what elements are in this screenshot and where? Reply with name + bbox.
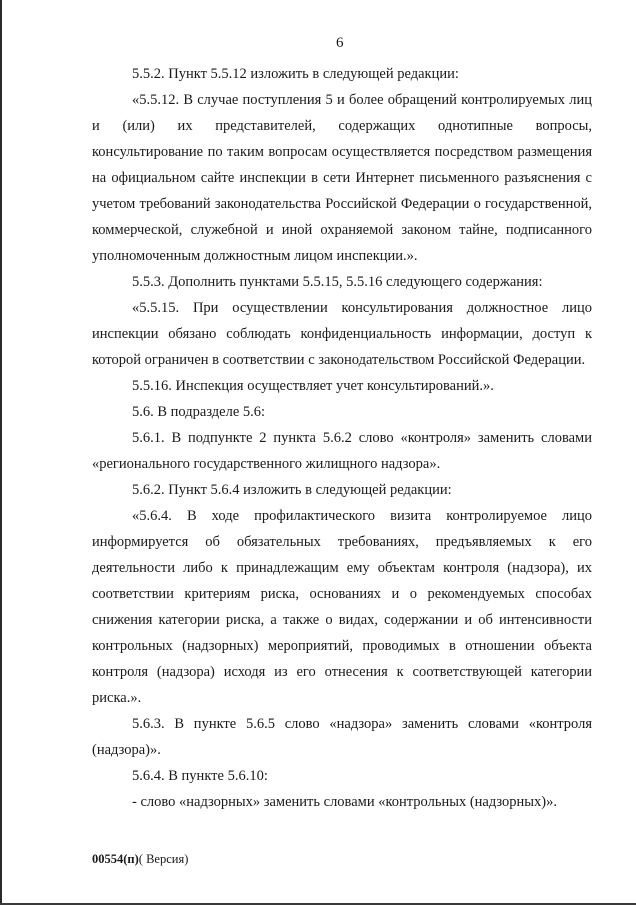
document-code: 00554(п): [92, 852, 139, 866]
paragraph-5-6-4: 5.6.4. В пункте 5.6.10:: [132, 768, 268, 784]
paragraph-5-5-15-text: «5.5.15. При осуществлении консультирования должностное лицо инспекции обязано соблюдать конфиденциальность информации, доступ к которой ограничен в соответствии с законодательством Российской Федерации.: [92, 300, 592, 368]
paragraph-5-6: 5.6. В подразделе 5.6:: [132, 404, 266, 420]
scan-edge-left: [0, 0, 2, 905]
paragraph-5-5-2: 5.5.2. Пункт 5.5.12 изложить в следующей редакции:: [132, 66, 459, 82]
paragraph-5-6-4-text: «5.6.4. В ходе профилактического визита контролируемое лицо информируется об обязательных требованиях, предъявляемых к его деятельности либо к принадлежащим ему объектам контроля (надзора), их соответствии критериям риска, основаниях и о рекомендуемых способах снижения категории риска, а также о видах, содержании и об интенсивности контрольных (надзорных) мероприятий, проводимых в отношении объекта контроля (надзора) исходя из его отнесения к соответствующей категории риска.».: [92, 508, 592, 706]
document-footer: [92, 851, 188, 867]
paragraph-5-5-12-text: «5.5.12. В случае поступления 5 и более обращений контролируемых лиц и (или) их представителей, содержащих однотипные вопросы, консультирование по таким вопросам осуществляется посредством размещения на официальном сайте инспекции в сети Интернет письменного разъяснения с учетом требований законодательства Российской Федерации о государственной, коммерческой, служебной и иной охраняемой законом тайне, подписанного уполномоченным должностным лицом инспекции.».: [92, 92, 592, 264]
paragraph-dash-item: - слово «надзорных» заменить словами «контрольных (надзорных)».: [132, 794, 558, 810]
paragraph-5-6-3: 5.6.3. В пункте 5.6.5 слово «надзора» заменить словами «контроля (надзора)».: [92, 716, 592, 758]
paragraph-5-5-16-text: 5.5.16. Инспекция осуществляет учет консультирований.».: [132, 378, 494, 394]
page-number: 6: [336, 35, 344, 51]
paragraph-5-6-1: 5.6.1. В подпункте 2 пункта 5.6.2 слово «контроля» заменить словами «регионального государственного жилищного надзора».: [92, 430, 592, 472]
document-version: ( Версия): [138, 852, 189, 866]
document-body: [92, 61, 592, 815]
paragraph-5-6-2: 5.6.2. Пункт 5.6.4 изложить в следующей редакции:: [132, 482, 452, 498]
paragraph-5-5-3: 5.5.3. Дополнить пунктами 5.5.15, 5.5.16 следующего содержания:: [132, 274, 543, 290]
